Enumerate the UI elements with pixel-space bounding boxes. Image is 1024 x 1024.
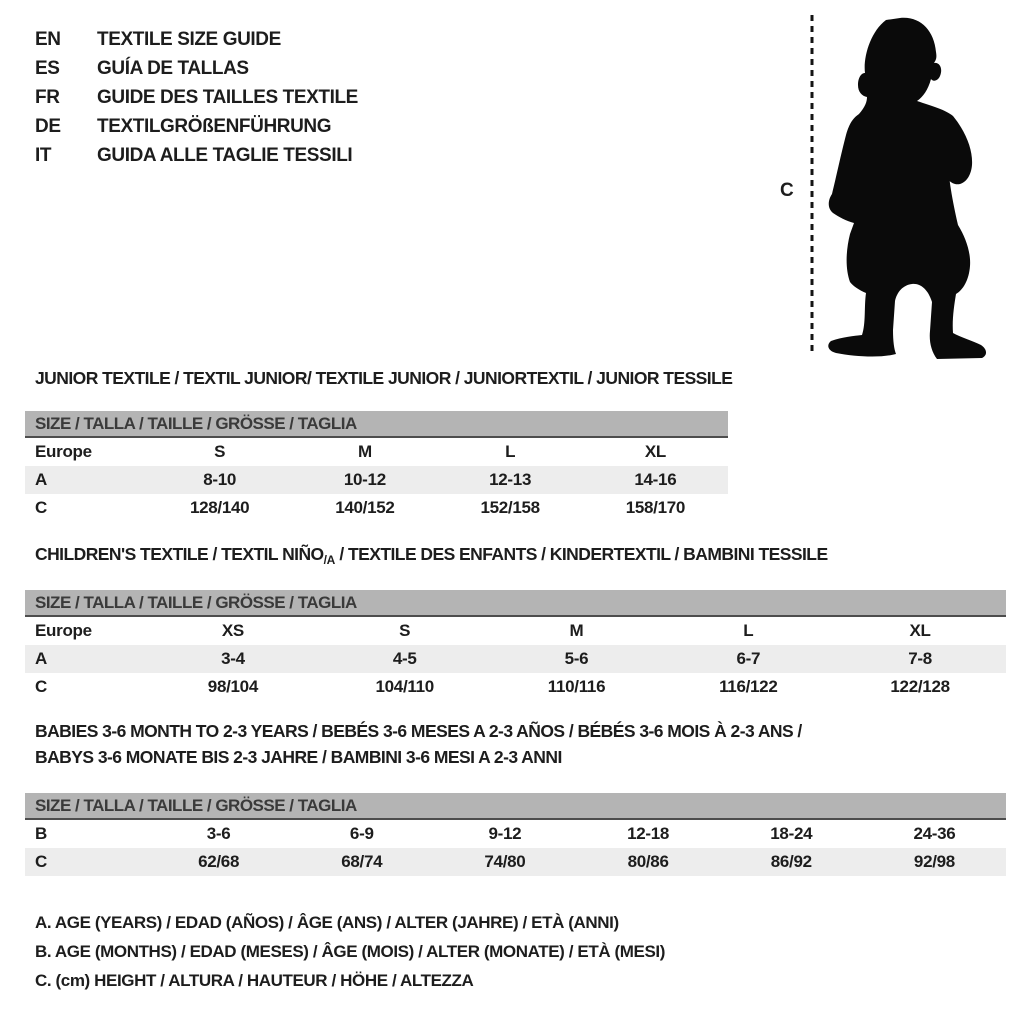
- table-header: SIZE / TALLA / TAILLE / GRÖSSE / TAGLIA: [25, 411, 728, 438]
- table-row-europe: [25, 617, 1006, 645]
- age-cell: 14-16: [634, 470, 677, 489]
- height-cell: 92/98: [913, 852, 955, 871]
- table-header: SIZE / TALLA / TAILLE / GRÖSSE / TAGLIA: [25, 590, 1006, 617]
- height-cell: 122/128: [890, 677, 950, 696]
- children-size-table: [25, 590, 1006, 701]
- size-cell: M: [569, 621, 584, 640]
- height-cell: 62/68: [198, 852, 240, 871]
- children-heading-subscript: /A: [323, 553, 336, 567]
- row-label: C: [35, 498, 47, 517]
- children-section-heading: [35, 544, 828, 567]
- language-code: DE: [35, 115, 61, 137]
- language-row-de: [35, 112, 358, 141]
- table-row-age: [25, 466, 728, 494]
- row-label: A: [35, 470, 47, 489]
- height-cell: 86/92: [770, 852, 812, 871]
- size-cell: S: [399, 621, 411, 640]
- size-cell: XL: [644, 442, 666, 461]
- language-code: IT: [35, 144, 52, 166]
- guide-title: TEXTILGRÖßENFÜHRUNG: [97, 115, 332, 137]
- language-code: ES: [35, 57, 60, 79]
- table-row-age-months: [25, 820, 1006, 848]
- babies-heading-line2: BABYS 3-6 MONATE BIS 2-3 JAHRE / BAMBINI 3-6 MESI A 2-3 ANNI: [35, 747, 562, 767]
- row-label: Europe: [35, 442, 92, 461]
- size-cell: L: [505, 442, 516, 461]
- height-cell: 74/80: [484, 852, 526, 871]
- age-cell: 12-18: [627, 824, 670, 843]
- height-marker-label: C: [780, 180, 794, 201]
- height-cell: 116/122: [719, 677, 778, 696]
- language-row-it: [35, 141, 358, 170]
- language-title-list: [35, 25, 358, 170]
- age-cell: 18-24: [770, 824, 813, 843]
- table-row-height: [25, 673, 1006, 701]
- row-label: A: [35, 649, 47, 668]
- size-cell: S: [214, 442, 226, 461]
- height-cell: 98/104: [207, 677, 258, 696]
- children-heading-part2: / TEXTILE DES ENFANTS / KINDERTEXTIL / BAMBINI TESSILE: [335, 544, 828, 564]
- language-code: EN: [35, 28, 61, 50]
- age-cell: 5-6: [564, 649, 589, 668]
- language-row-en: [35, 25, 358, 54]
- age-cell: 3-6: [206, 824, 231, 843]
- guide-title: GUÍA DE TALLAS: [97, 57, 249, 79]
- babies-size-table: [25, 793, 1006, 876]
- height-measure-figure: [770, 8, 1024, 368]
- size-cell: L: [743, 621, 754, 640]
- row-label: Europe: [35, 621, 92, 640]
- age-cell: 8-10: [203, 470, 237, 489]
- table-row-height: [25, 848, 1006, 876]
- row-label: C: [35, 677, 47, 696]
- legend-footnotes: [35, 908, 665, 995]
- table-row-age: [25, 645, 1006, 673]
- age-cell: 3-4: [221, 649, 245, 668]
- age-cell: 6-9: [349, 824, 374, 843]
- babies-section-heading: [35, 718, 802, 770]
- language-row-es: [35, 54, 358, 83]
- table-header: SIZE / TALLA / TAILLE / GRÖSSE / TAGLIA: [25, 793, 1006, 820]
- table-row-height: [25, 494, 728, 522]
- children-heading-part1: CHILDREN'S TEXTILE / TEXTIL NIÑO: [35, 544, 324, 564]
- height-cell: 80/86: [627, 852, 669, 871]
- age-cell: 12-13: [489, 470, 532, 489]
- guide-title: GUIDA ALLE TAGLIE TESSILI: [97, 144, 353, 166]
- table-row-europe: [25, 438, 728, 466]
- size-cell: XL: [909, 621, 931, 640]
- height-cell: 140/152: [335, 498, 395, 517]
- height-cell: 68/74: [341, 852, 383, 871]
- height-cell: 104/110: [375, 677, 434, 696]
- footnote-b: B. AGE (MONTHS) / EDAD (MESES) / ÂGE (MOIS) / ALTER (MONATE) / ETÀ (MESI): [35, 942, 665, 961]
- language-code: FR: [35, 86, 60, 108]
- size-cell: XS: [221, 621, 244, 640]
- age-cell: 4-5: [392, 649, 417, 668]
- toddler-silhouette-shape: [828, 18, 986, 359]
- footnote-c: C. (cm) HEIGHT / ALTURA / HAUTEUR / HÖHE / ALTEZZA: [35, 971, 474, 990]
- height-cell: 158/170: [625, 498, 686, 517]
- babies-heading-line1: BABIES 3-6 MONTH TO 2-3 YEARS / BEBÉS 3-6 MESES A 2-3 AÑOS / BÉBÉS 3-6 MOIS À 2-3 ANS /: [35, 721, 802, 741]
- guide-title: TEXTILE SIZE GUIDE: [97, 28, 281, 50]
- language-row-fr: [35, 83, 358, 112]
- junior-section-heading: JUNIOR TEXTILE / TEXTIL JUNIOR/ TEXTILE JUNIOR / JUNIORTEXTIL / JUNIOR TESSILE: [35, 368, 733, 388]
- age-cell: 10-12: [343, 470, 386, 489]
- toddler-silhouette-icon: [770, 8, 1024, 368]
- age-cell: 6-7: [736, 649, 761, 668]
- age-cell: 7-8: [908, 649, 932, 668]
- junior-size-table: [25, 411, 728, 522]
- guide-title: GUIDE DES TAILLES TEXTILE: [97, 86, 358, 108]
- height-cell: 128/140: [189, 498, 250, 517]
- height-cell: 152/158: [480, 498, 540, 517]
- size-cell: M: [357, 442, 372, 461]
- height-cell: 110/116: [547, 677, 606, 696]
- row-label: B: [35, 824, 47, 843]
- age-cell: 9-12: [488, 824, 522, 843]
- footnote-a: A. AGE (YEARS) / EDAD (AÑOS) / ÂGE (ANS) / ALTER (JAHRE) / ETÀ (ANNI): [35, 913, 619, 932]
- row-label: C: [35, 852, 47, 871]
- age-cell: 24-36: [913, 824, 956, 843]
